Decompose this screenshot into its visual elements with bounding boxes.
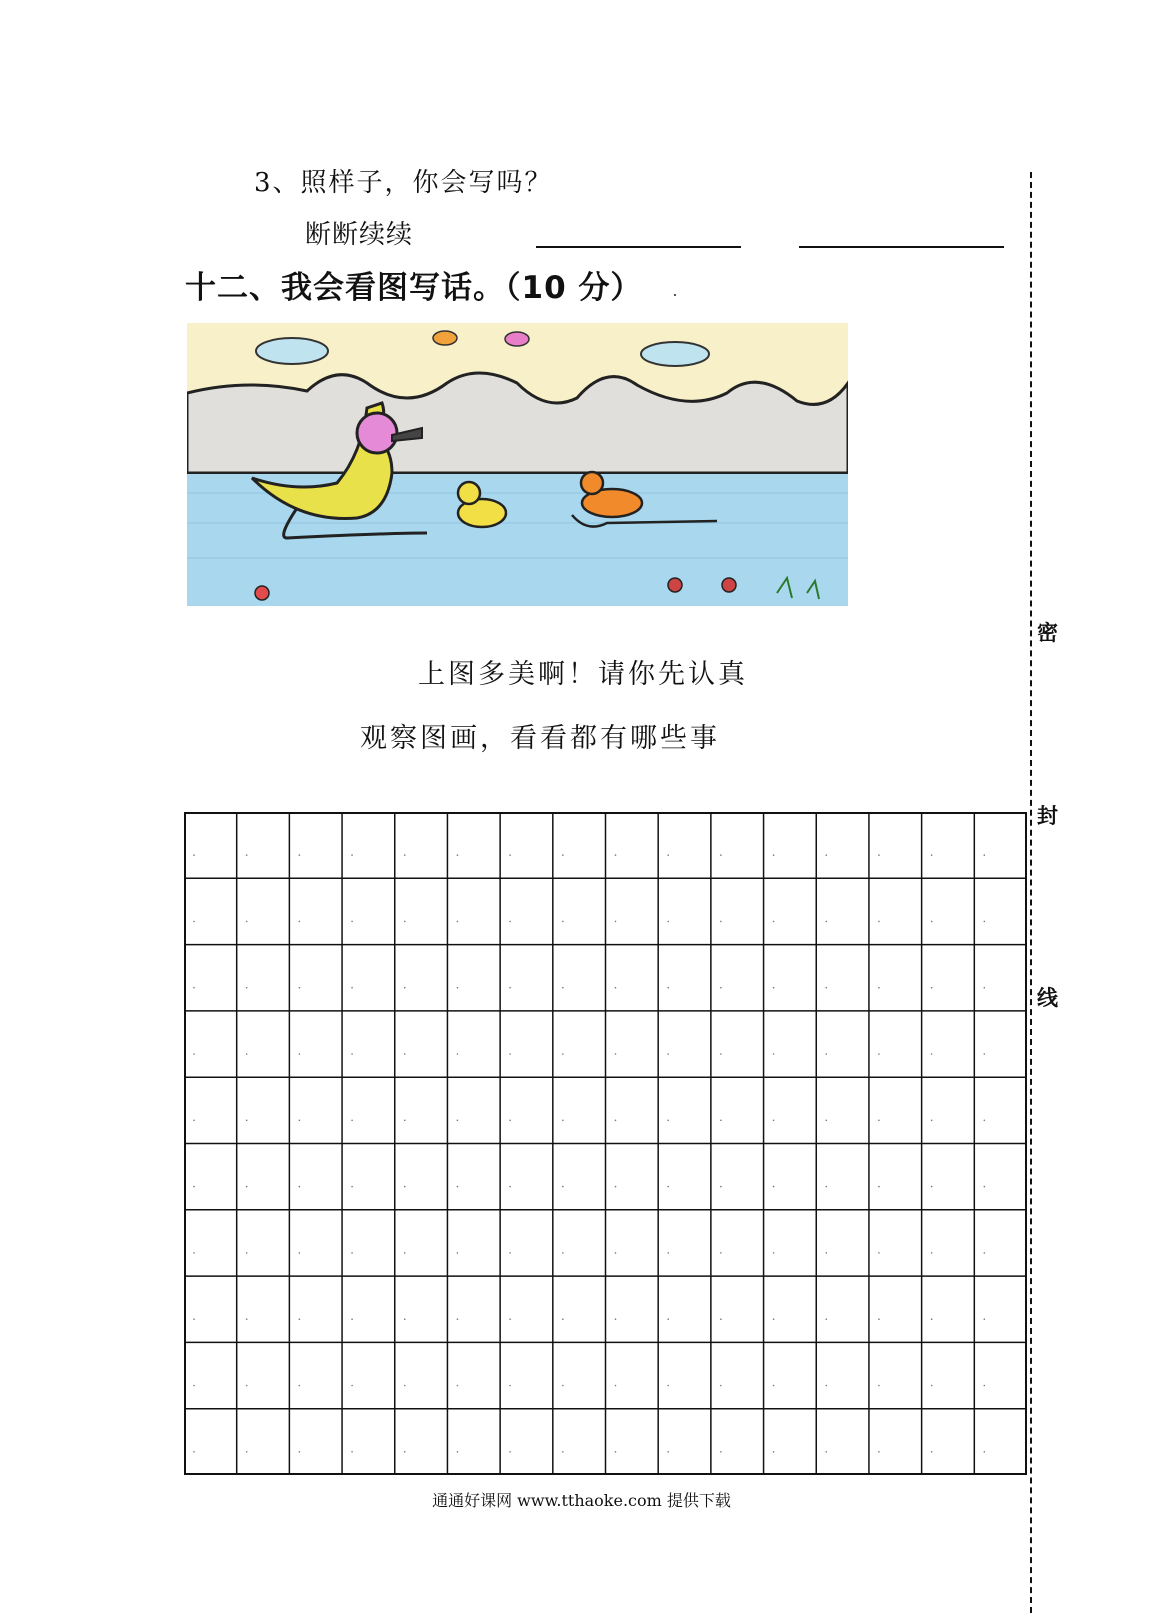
grid-cell-dot bbox=[984, 1053, 986, 1055]
grid-cell-dot bbox=[615, 1119, 617, 1121]
grid-cell-dot bbox=[825, 1186, 827, 1188]
grid-cell-dot bbox=[773, 921, 775, 923]
grid-cell-dot bbox=[720, 1451, 722, 1453]
grid-cell-dot bbox=[193, 1451, 195, 1453]
instruction-line-1: 上图多美啊！请你先认真 bbox=[418, 659, 748, 690]
grid-cell-dot bbox=[562, 987, 564, 989]
seal-char-mi: 密 bbox=[1037, 621, 1058, 645]
grid-cell-dot bbox=[667, 987, 669, 989]
grid-cell-dot bbox=[562, 1318, 564, 1320]
grid-cell-dot bbox=[667, 1119, 669, 1121]
grid-cell-dot bbox=[825, 1053, 827, 1055]
grid-cell-dot bbox=[825, 987, 827, 989]
grid-cell-dot bbox=[457, 1053, 459, 1055]
grid-cell-dot bbox=[878, 1318, 880, 1320]
grid-cell-dot bbox=[773, 1053, 775, 1055]
grid-cell-dot bbox=[246, 987, 248, 989]
grid-cell-dot bbox=[351, 854, 353, 856]
grid-cell-dot bbox=[351, 1053, 353, 1055]
grid-cell-dot bbox=[615, 1252, 617, 1254]
grid-cell-dot bbox=[193, 854, 195, 856]
footer-source: 通通好课网 www.tthaoke.com 提供下载 bbox=[432, 1491, 731, 1510]
grid-cell-dot bbox=[984, 1318, 986, 1320]
grid-cell-dot bbox=[457, 1451, 459, 1453]
grid-cell-dot bbox=[667, 1385, 669, 1387]
grid-cell-dot bbox=[404, 1053, 406, 1055]
grid-cell-dot bbox=[404, 1451, 406, 1453]
grid-cell-dot bbox=[984, 987, 986, 989]
grid-cell-dot bbox=[667, 1451, 669, 1453]
grid-cell-dot bbox=[825, 1451, 827, 1453]
grid-cell-dot bbox=[615, 1318, 617, 1320]
grid-cell-dot bbox=[825, 854, 827, 856]
grid-cell-dot bbox=[509, 987, 511, 989]
grid-cell-dot bbox=[773, 1318, 775, 1320]
grid-cell-dot bbox=[246, 1252, 248, 1254]
grid-cell-dot bbox=[404, 854, 406, 856]
grid-cell-dot bbox=[667, 1318, 669, 1320]
grid-cell-dot bbox=[299, 1186, 301, 1188]
grid-cell-dot bbox=[351, 921, 353, 923]
grid-cell-dot bbox=[404, 1186, 406, 1188]
grid-cell-dot bbox=[246, 854, 248, 856]
grid-cell-dot bbox=[931, 1053, 933, 1055]
grid-cell-dot bbox=[615, 921, 617, 923]
grid-cell-dot bbox=[773, 1186, 775, 1188]
grid-cell-dot bbox=[457, 1318, 459, 1320]
answer-blank-1[interactable] bbox=[536, 246, 741, 248]
grid-cell-dot bbox=[773, 1385, 775, 1387]
grid-cell-dot bbox=[404, 1318, 406, 1320]
grid-cell-dot bbox=[931, 1186, 933, 1188]
grid-cell-dot bbox=[878, 854, 880, 856]
grid-cell-dot bbox=[509, 1385, 511, 1387]
grid-cell-dot bbox=[878, 1252, 880, 1254]
grid-cell-dot bbox=[246, 1451, 248, 1453]
grid-cell-dot bbox=[931, 1451, 933, 1453]
grid-cell-dot bbox=[509, 1318, 511, 1320]
grid-cell-dot bbox=[457, 1119, 459, 1121]
grid-cell-dot bbox=[509, 1186, 511, 1188]
grid-cell-dot bbox=[667, 1252, 669, 1254]
grid-cell-dot bbox=[246, 1053, 248, 1055]
grid-cell-dot bbox=[984, 854, 986, 856]
grid-cell-dot bbox=[457, 854, 459, 856]
grid-cell-dot bbox=[351, 1252, 353, 1254]
grid-cell-dot bbox=[825, 1385, 827, 1387]
section-title: 十二、我会看图写话。（10 分） bbox=[185, 270, 643, 306]
instruction-line-2: 观察图画，看看都有哪些事 bbox=[360, 723, 720, 754]
grid-cell-dot bbox=[457, 1252, 459, 1254]
grid-cell-dot bbox=[984, 1252, 986, 1254]
grid-cell-dot bbox=[509, 1119, 511, 1121]
grid-cell-dot bbox=[720, 1252, 722, 1254]
grid-cell-dot bbox=[878, 987, 880, 989]
grid-cell-dot bbox=[351, 1451, 353, 1453]
grid-cell-dot bbox=[404, 1119, 406, 1121]
grid-cell-dot bbox=[984, 921, 986, 923]
grid-cell-dot bbox=[878, 1119, 880, 1121]
grid-cell-dot bbox=[720, 987, 722, 989]
grid-cell-dot bbox=[825, 1318, 827, 1320]
grid-cell-dot bbox=[246, 1318, 248, 1320]
grid-cell-dot bbox=[615, 987, 617, 989]
grid-cell-dot bbox=[931, 854, 933, 856]
grid-cell-dot bbox=[404, 1385, 406, 1387]
grid-cell-dot bbox=[931, 987, 933, 989]
grid-cell-dot bbox=[720, 1119, 722, 1121]
grid-cell-dot bbox=[773, 1252, 775, 1254]
grid-cell-dot bbox=[193, 1186, 195, 1188]
grid-cell-dot bbox=[299, 1451, 301, 1453]
grid-cell-dot bbox=[825, 1119, 827, 1121]
grid-cell-dot bbox=[246, 1385, 248, 1387]
seal-char-xian: 线 bbox=[1037, 986, 1058, 1010]
grid-cell-dot bbox=[299, 1119, 301, 1121]
grid-cell-dot bbox=[931, 1385, 933, 1387]
grid-cell-dot bbox=[615, 1451, 617, 1453]
stray-dot bbox=[674, 294, 676, 296]
grid-cell-dot bbox=[773, 987, 775, 989]
grid-cell-dot bbox=[299, 1053, 301, 1055]
grid-cell-dot bbox=[246, 1186, 248, 1188]
grid-cell-dot bbox=[299, 1318, 301, 1320]
grid-cell-dot bbox=[246, 921, 248, 923]
grid-cell-dot bbox=[984, 1385, 986, 1387]
grid-cell-dot bbox=[878, 1186, 880, 1188]
grid-cell-dot bbox=[615, 854, 617, 856]
grid-cell-dot bbox=[773, 854, 775, 856]
grid-cell-dot bbox=[193, 1385, 195, 1387]
grid-cell-dot bbox=[457, 1385, 459, 1387]
grid-cell-dot bbox=[615, 1053, 617, 1055]
grid-cell-dot bbox=[667, 854, 669, 856]
grid-cell-dot bbox=[984, 1451, 986, 1453]
grid-cell-dot bbox=[193, 1318, 195, 1320]
grid-cell-dot bbox=[457, 921, 459, 923]
grid-cell-dot bbox=[825, 1252, 827, 1254]
grid-cell-dot bbox=[562, 1053, 564, 1055]
grid-cell-dot bbox=[299, 921, 301, 923]
grid-cell-dot bbox=[404, 1252, 406, 1254]
grid-cell-dot bbox=[509, 854, 511, 856]
grid-cell-dot bbox=[562, 921, 564, 923]
grid-cell-dot bbox=[457, 1186, 459, 1188]
mother-duck-head bbox=[357, 413, 397, 453]
grid-cell-dot bbox=[878, 1385, 880, 1387]
grid-cell-dot bbox=[931, 921, 933, 923]
writing-grid[interactable] bbox=[184, 812, 1027, 1475]
grid-cell-dot bbox=[667, 1186, 669, 1188]
grid-cell-dot bbox=[299, 1385, 301, 1387]
grid-cell-dot bbox=[193, 987, 195, 989]
grid-cell-dot bbox=[509, 921, 511, 923]
grid-cell-dot bbox=[773, 1451, 775, 1453]
duck-drawing-illustration bbox=[187, 323, 848, 606]
grid-cell-dot bbox=[351, 1385, 353, 1387]
grid-cell-dot bbox=[720, 1318, 722, 1320]
grid-cell-dot bbox=[667, 1053, 669, 1055]
grid-cell-dot bbox=[299, 987, 301, 989]
grid-cell-dot bbox=[615, 1186, 617, 1188]
grid-cell-dot bbox=[720, 1385, 722, 1387]
grid-cell-dot bbox=[457, 987, 459, 989]
question-3-prompt: 3、照样子，你会写吗？ bbox=[254, 168, 553, 198]
grid-cell-dot bbox=[984, 1119, 986, 1121]
grid-cell-dot bbox=[246, 1119, 248, 1121]
grid-cell-dot bbox=[984, 1186, 986, 1188]
grid-cell-dot bbox=[878, 1053, 880, 1055]
grid-cell-dot bbox=[509, 1053, 511, 1055]
grid-cell-dot bbox=[878, 921, 880, 923]
grid-cell-dot bbox=[773, 1119, 775, 1121]
grid-cell-dot bbox=[667, 921, 669, 923]
grid-cell-dot bbox=[720, 921, 722, 923]
grid-cell-dot bbox=[562, 1252, 564, 1254]
grid-cell-dot bbox=[351, 1119, 353, 1121]
grid-cell-dot bbox=[562, 854, 564, 856]
grid-cell-dot bbox=[720, 1053, 722, 1055]
grid-cell-dot bbox=[299, 854, 301, 856]
grid-cell-dot bbox=[193, 1119, 195, 1121]
grid-cell-dot bbox=[404, 921, 406, 923]
mountain-line bbox=[187, 373, 848, 473]
grid-cell-dot bbox=[931, 1119, 933, 1121]
seal-dashed-line bbox=[1030, 172, 1032, 1613]
grid-cell-dot bbox=[562, 1451, 564, 1453]
grid-cell-dot bbox=[509, 1252, 511, 1254]
grid-cell-dot bbox=[562, 1186, 564, 1188]
grid-cell-dot bbox=[562, 1385, 564, 1387]
grid-cell-dot bbox=[931, 1318, 933, 1320]
grid-cell-dot bbox=[351, 1318, 353, 1320]
grid-cell-dot bbox=[720, 1186, 722, 1188]
grid-cell-dot bbox=[351, 1186, 353, 1188]
grid-cell-dot bbox=[193, 1252, 195, 1254]
grid-cell-dot bbox=[878, 1451, 880, 1453]
grid-cell-dot bbox=[299, 1252, 301, 1254]
grid-cell-dot bbox=[931, 1252, 933, 1254]
answer-blank-2[interactable] bbox=[799, 246, 1004, 248]
grid-cell-dot bbox=[193, 1053, 195, 1055]
grid-cell-dot bbox=[825, 921, 827, 923]
grid-cell-dot bbox=[615, 1385, 617, 1387]
grid-cell-dot bbox=[562, 1119, 564, 1121]
grid-cell-dot bbox=[351, 987, 353, 989]
example-word: 断断续续 bbox=[305, 220, 414, 250]
grid-cell-dot bbox=[509, 1451, 511, 1453]
seal-char-feng: 封 bbox=[1037, 804, 1058, 828]
grid-cell-dot bbox=[404, 987, 406, 989]
grid-cell-dot bbox=[193, 921, 195, 923]
grid-cell-dot bbox=[720, 854, 722, 856]
